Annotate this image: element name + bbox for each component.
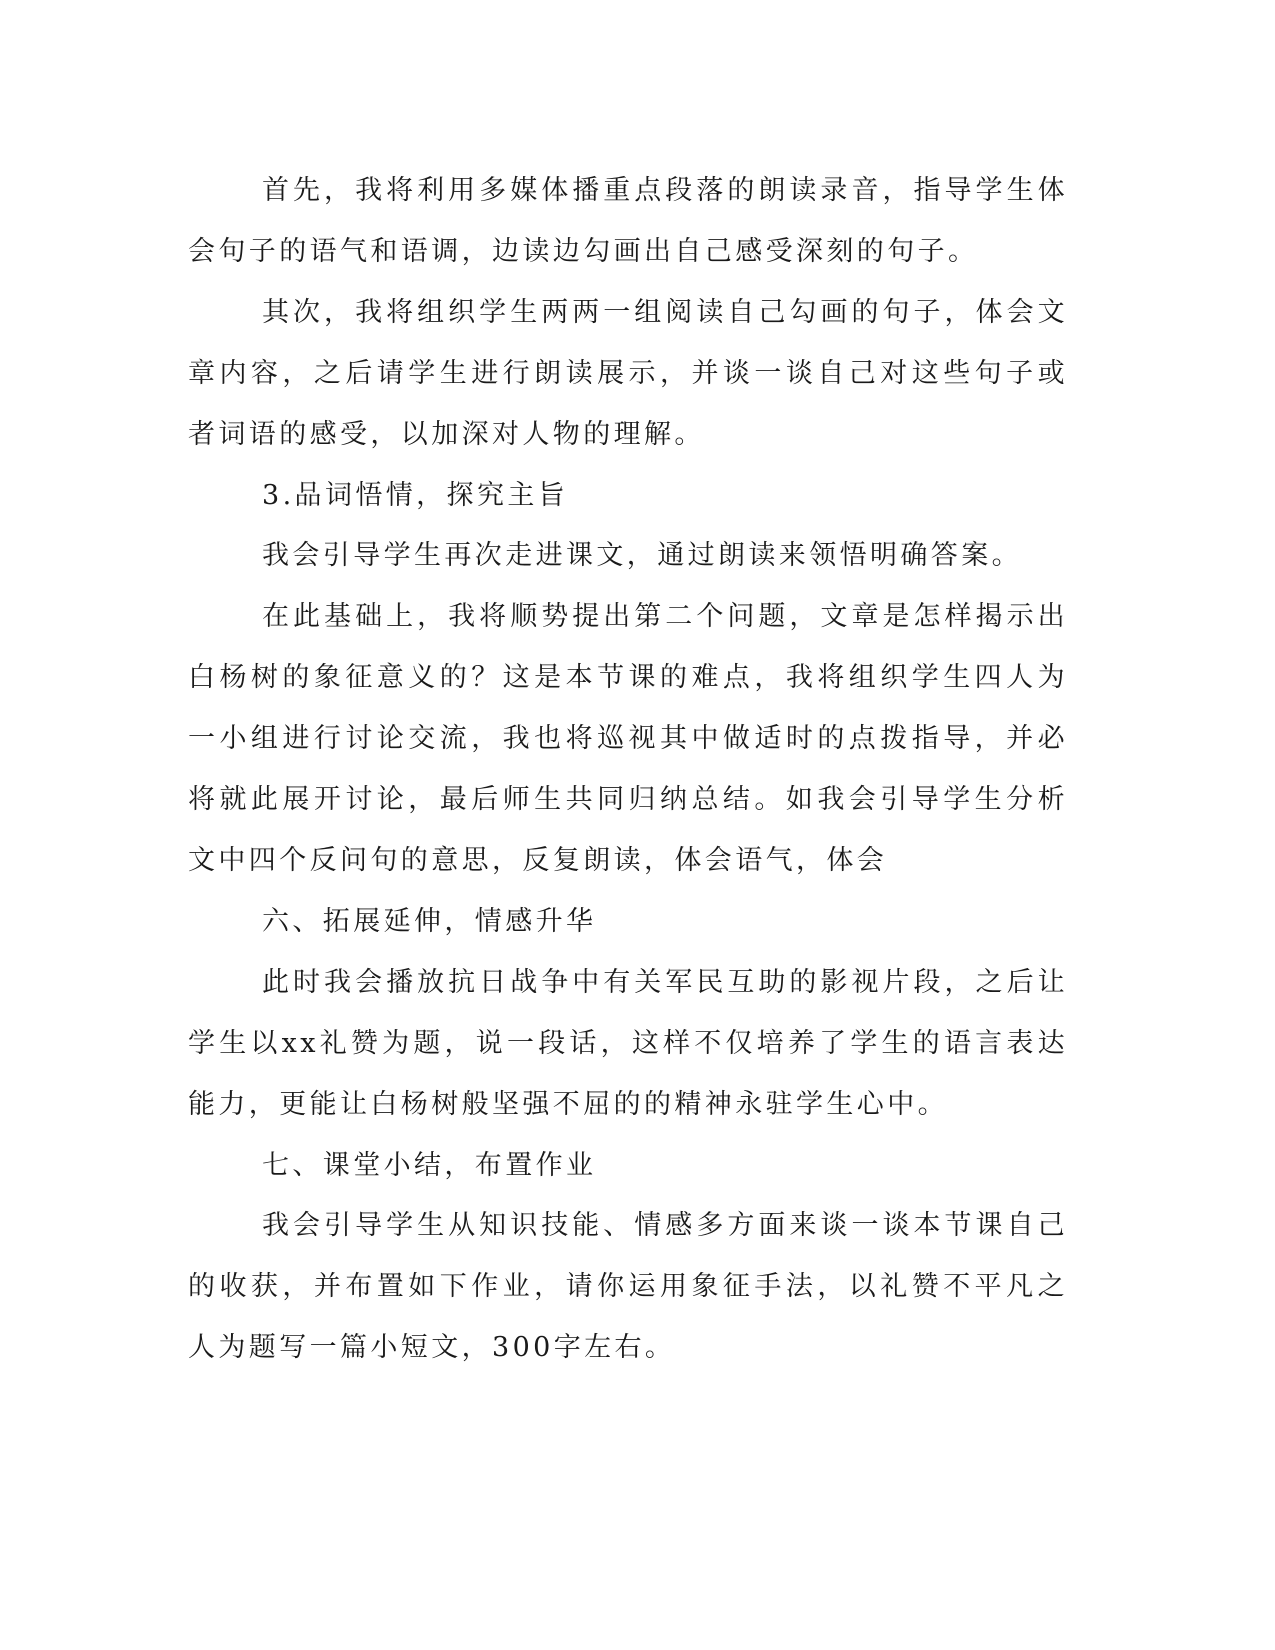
- paragraph-extension: 此时我会播放抗日战争中有关军民互助的影视片段，之后让学生以xx礼赞为题，说一段话，这样不仅培养了学生的语言表达能力，更能让白杨树般坚强不屈的的精神永驻学生心中。: [188, 966, 1068, 1120]
- section-heading-3: 3.品词悟情，探究主旨: [262, 479, 569, 511]
- paragraph-guide-reading: 我会引导学生再次走进课文，通过朗读来领悟明确答案。: [262, 540, 1022, 572]
- paragraph-second-question: 在此基础上，我将顺势提出第二个问题，文章是怎样揭示出白杨树的象征意义的？这是本节课的难点，我将组织学生四人为一小组进行讨论交流，我也将巡视其中做适时的点拨指导，并必将就此展开讨论，最后师生共同归纳总结。如我会引导学生分析文中四个反问句的意思，反复朗读，体会语气，体会: [188, 601, 1068, 876]
- paragraph-first-step: 首先，我将利用多媒体播重点段落的朗读录音，指导学生体会句子的语气和语调，边读边勾画出自己感受深刻的句子。: [188, 175, 1068, 267]
- paragraph-summary-homework: 我会引导学生从知识技能、情感多方面来谈一谈本节课自己的收获，并布置如下作业，请你运用象征手法，以礼赞不平凡之人为题写一篇小短文，300字左右。: [188, 1210, 1068, 1364]
- paragraph-second-step: 其次，我将组织学生两两一组阅读自己勾画的句子，体会文章内容，之后请学生进行朗读展示，并谈一谈自己对这些句子或者词语的感受，以加深对人物的理解。: [188, 296, 1068, 450]
- section-heading-7: 七、课堂小结，布置作业: [262, 1149, 597, 1181]
- document-body: [188, 161, 1068, 1379]
- section-heading-6: 六、拓展延伸，情感升华: [262, 905, 597, 937]
